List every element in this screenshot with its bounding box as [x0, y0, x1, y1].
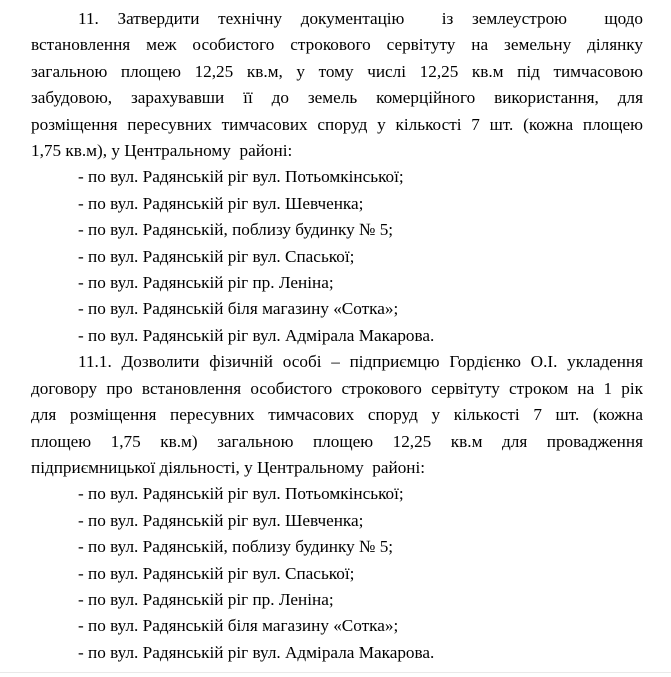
text-line: розміщення пересувних тимчасових споруд у кількості 7 шт. (кожна площею [31, 114, 643, 134]
list-item: - по вул. Радянській, поблизу будинку № 5; [78, 537, 394, 557]
text-line: для розміщення пересувних тимчасових споруд у кількості 7 шт. (кожна [31, 405, 643, 425]
text-line: 11.1. Дозволити фізичній особі – підприємцю Гордієнко О.І. укладення [78, 352, 643, 372]
list-item: - по вул. Радянській ріг вул. Адмірала Макарова. [78, 642, 435, 662]
text-line: договору про встановлення особистого строкового сервітуту строком на 1 рік [31, 378, 643, 398]
list-item: - по вул. Радянській ріг вул. Потьомкінської; [78, 484, 404, 504]
page-bottom-divider [0, 672, 671, 673]
list-item: - по вул. Радянській біля магазину «Сотка»; [78, 299, 399, 319]
list-item: - по вул. Радянській, поблизу будинку № 5; [78, 220, 394, 240]
list-item: - по вул. Радянській ріг пр. Леніна; [78, 589, 334, 609]
list-item: - по вул. Радянській ріг вул. Шевченка; [78, 193, 364, 213]
list-item: - по вул. Радянській ріг вул. Спаської; [78, 563, 355, 583]
street-list-2 [31, 481, 643, 666]
street-list-1 [31, 164, 643, 349]
list-item: - по вул. Радянській ріг вул. Шевченка; [78, 510, 364, 530]
list-item: - по вул. Радянській біля магазину «Сотка»; [78, 616, 399, 636]
text-line: забудовою, зарахувавши її до земель комерційного використання, для [31, 88, 643, 108]
paragraph-11 [31, 6, 643, 164]
text-line: встановлення меж особистого строкового сервітуту на земельну ділянку [31, 35, 643, 55]
text-line: 1,75 кв.м), у Центральному районі: [31, 141, 293, 161]
list-item: - по вул. Радянській ріг вул. Спаської; [78, 246, 355, 266]
list-item: - по вул. Радянській ріг пр. Леніна; [78, 273, 334, 293]
paragraph-11-1 [31, 349, 643, 481]
text-line: 11. Затвердити технічну документацію із землеустрою щодо [78, 9, 643, 28]
text-line: загальною площею 12,25 кв.м, у тому числі 12,25 кв.м під тимчасовою [31, 61, 643, 81]
text-line: підприємницької діяльності, у Центральному районі: [31, 457, 426, 477]
list-item: - по вул. Радянській ріг вул. Адмірала Макарова. [78, 325, 435, 345]
list-item: - по вул. Радянській ріг вул. Потьомкінської; [78, 167, 404, 187]
text-line: площею 1,75 кв.м) загальною площею 12,25 кв.м для провадження [31, 431, 643, 451]
document-text-body [31, 6, 643, 666]
